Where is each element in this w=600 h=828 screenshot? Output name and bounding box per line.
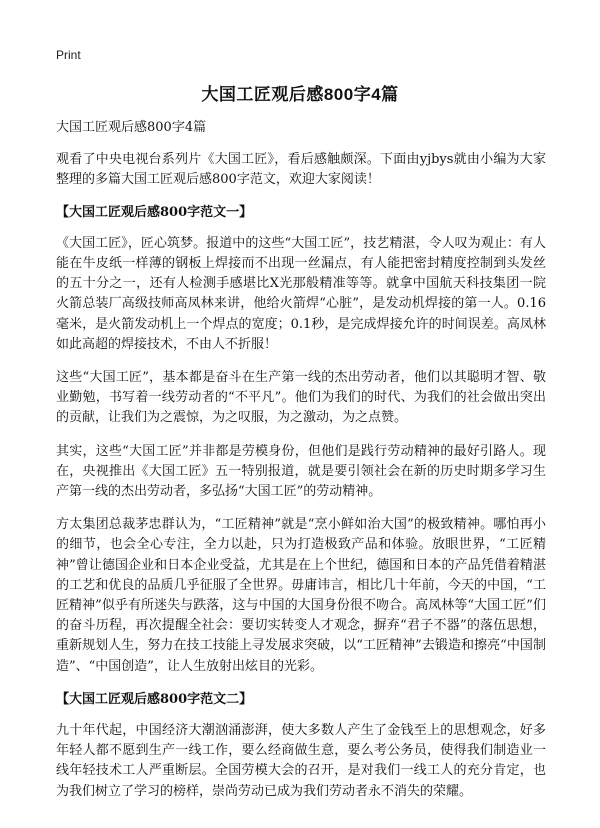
page-title: 大国工匠观后感800字4篇 [201, 85, 399, 104]
paragraph: 《大国工匠》，匠心筑梦。报道中的这些“大国工匠”，技艺精湛，令人叹为观止：有人能在牛皮纸一样薄的钢板上焊接而不出现一丝漏点，有人能把密封精度控制到头发丝的五十分之一，还有人检测手感堪比X光那般精准等等。就拿中国航天科技集团一院火箭总装厂高级技师高凤林来讲，他给火箭焊“心脏”，是发动机焊接的第一人。0.16毫米，是火箭发动机上一个焊点的宽度；0.1秒，是完成焊接允许的时间误差。高凤林如此高超的焊接技术，不由人不折服！ [56, 235, 546, 352]
section-heading-1: 【大国工匠观后感800字范文一】 [56, 204, 253, 220]
paragraph: 其实，这些“大国工匠”并非都是劳模身份，但他们是践行劳动精神的最好引路人。现在，央视推出《大国工匠》五一特别报道，就是要引领社会在新的历史时期多学习生产第一线的杰出劳动者，多弘扬“大国工匠”的劳动精神。 [56, 443, 546, 500]
article-body [56, 118, 546, 815]
paragraph: 方太集团总裁茅忠群认为，“工匠精神”就是“烹小鲜如治大国”的极致精神。哪怕再小的细节，也会全心专注，全力以赴，只为打造极致产品和体验。放眼世界，“工匠精神”曾让德国企业和日本企业受益，尤其是在上个世纪，德国和日本的产品凭借着精湛的工艺和优良的品质几乎征服了全世界。毋庸讳言，相比几十年前，今天的中国，“工匠精神”似乎有所迷失与跌落，这与中国的大国身份很不吻合。高凤林等“大国工匠”们的奋斗历程，再次提醒全社会：要切实转变人才观念，摒弃“君子不器”的落伍思想，重新规划人生，努力在技工技能上寻发展求突破，以“工匠精神”去锻造和擦亮“中国制造”、“中国创造”，让人生放射出炫目的光彩。 [56, 517, 546, 674]
paragraph: 九十年代起，中国经济大潮汹涌澎湃，使大多数人产生了金钱至上的思想观念，好多年轻人都不愿到生产一线工作，要么经商做生意，要么考公务员，使得我们制造业一线年轻技术工人严重断层。全国劳模大会的召开，是对我们一线工人的充分肯定，也为我们树立了学习的榜样，崇尚劳动已成为我们劳动者永不消失的荣耀。 [56, 723, 546, 799]
section-heading-2: 【大国工匠观后感800字范文二】 [56, 691, 253, 707]
print-label[interactable]: Print [56, 48, 81, 62]
article-subtitle: 大国工匠观后感800字4篇 [56, 120, 207, 135]
article-intro: 观看了中央电视台系列片《大国工匠》，看后感触颇深。下面由yjbys就由小编为大家整理的多篇大国工匠观后感800字范文，欢迎大家阅读！ [56, 152, 546, 188]
paragraph: 这些“大国工匠”，基本都是奋斗在生产第一线的杰出劳动者，他们以其聪明才智、敬业勤勉，书写着一线劳动者的“不平凡”。他们为我们的时代、为我们的社会做出突出的贡献，让我们为之震惊，为之叹服，为之激动，为之点赞。 [56, 370, 546, 426]
